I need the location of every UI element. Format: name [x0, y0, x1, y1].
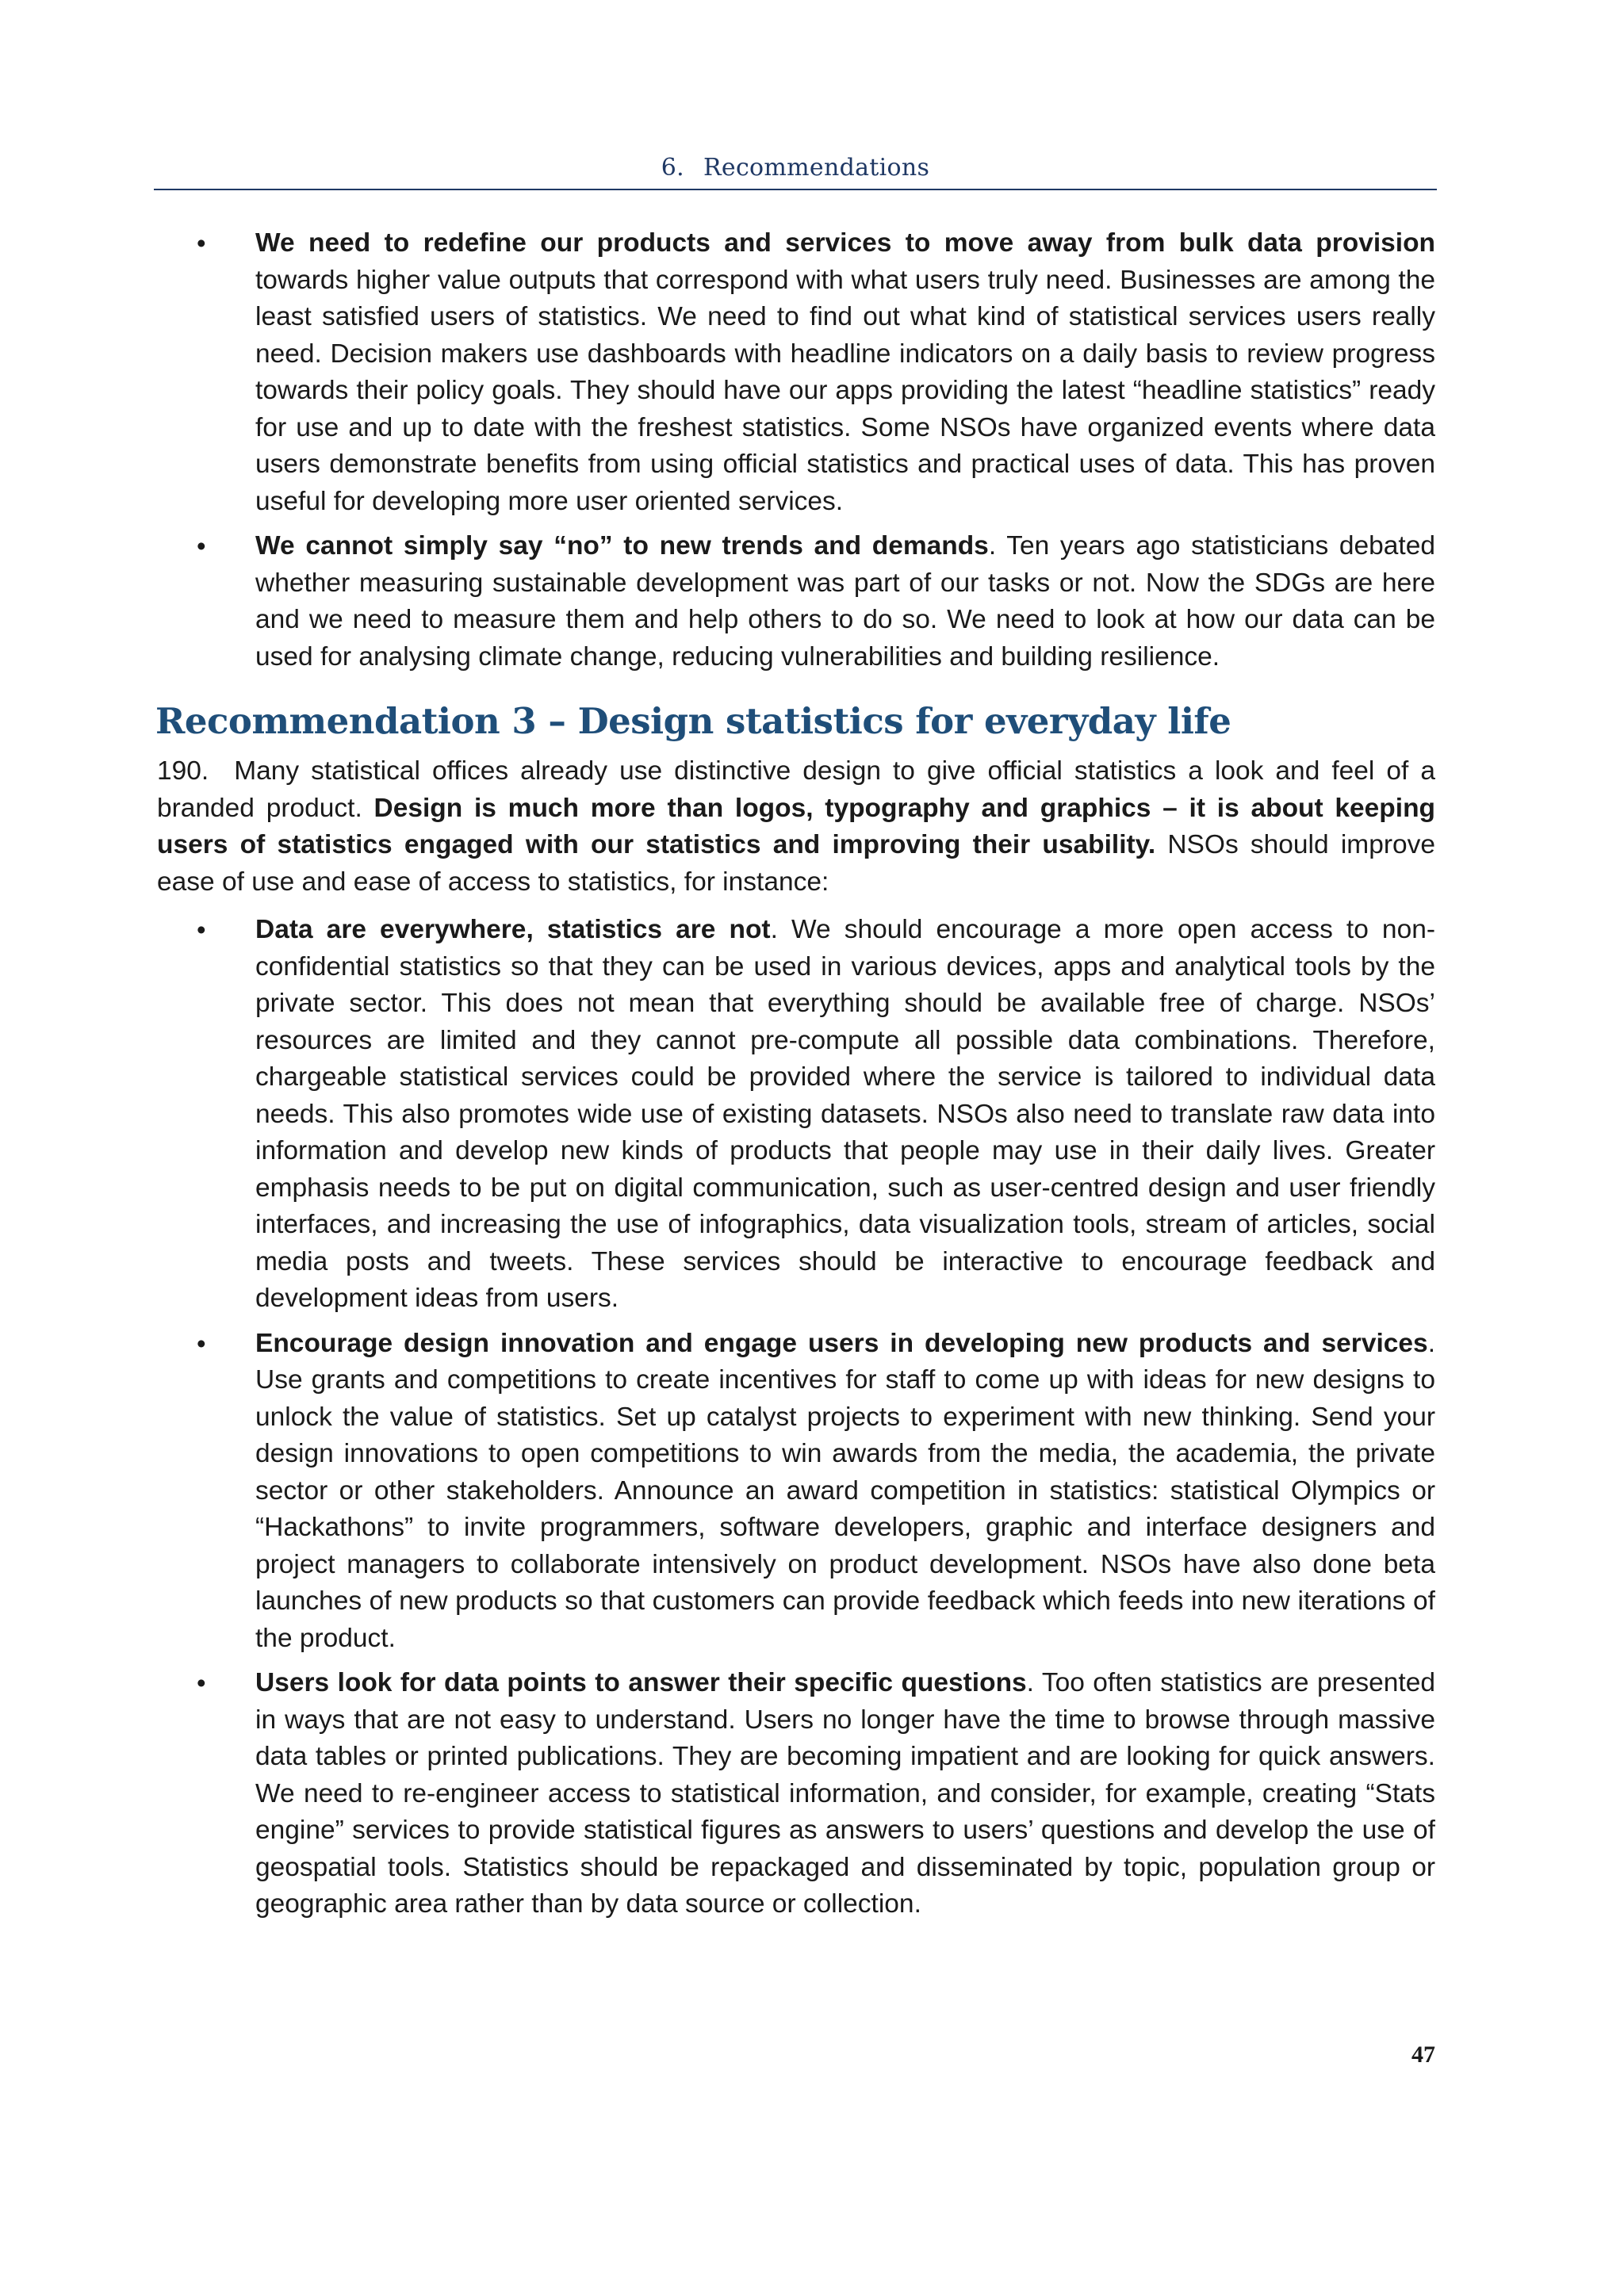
bullet-icon: •: [197, 228, 206, 258]
bullet-text: towards higher value outputs that correspond with what users truly need. Businesses are among the least satisfied users of statistics. We need to find out what kind of statistical services users really need. Decision makers use dashboards with headline indicators on a daily basis to review progress towards their policy goals. They should have our apps providing the latest “headline statistics” ready for use and up to date with the freshest statistics. Some NSOs have organized events where data users demonstrate benefits from using official statistics and practical uses of data. This has proven useful for developing more user oriented services.: [255, 265, 1435, 516]
list-item: [157, 528, 1435, 675]
bullet-text: . Too often statistics are presented in ways that are not easy to understand. Users no longer have the time to browse through massive data tables or printed publications. They are becoming impatient and are looking for quick answers. We need to re-engineer access to statistical information, and consider, for example, creating “Stats engine” services to provide statistical figures as answers to users’ questions and develop the use of geospatial tools. Statistics should be repackaged and disseminated by topic, population group or geographic area rather than by data source or collection.: [255, 1668, 1435, 1919]
bullet-icon: •: [197, 915, 206, 944]
page-content: [157, 225, 1435, 1931]
bullet-text: . We should encourage a more open access to non-confidential statistics so that they can be used in various devices, apps and analytical tools by the private sector. This does not mean that everything should be available free of charge. NSOs’ resources are limited and they cannot pre-compute all possible data combinations. Therefore, chargeable statistical services could be provided where the service is tailored to individual data needs. This also promotes wide use of existing datasets. NSOs also need to translate raw data into information and develop new kinds of products that people may use in their daily lives. Greater emphasis needs to be put on digital communication, such as user-centred design and user friendly interfaces, and increasing the use of infographics, data visualization tools, stream of articles, social media posts and tweets. These services should be interactive to encourage feedback and development ideas from users.: [255, 915, 1435, 1313]
list-item: [157, 1665, 1435, 1923]
chapter-title: Recommendations: [703, 154, 930, 182]
list-item: [157, 912, 1435, 1318]
bullet-text: . Ten years ago statisticians debated whether measuring sustainable development was part of our tasks or not. Now the SDGs are here and we need to measure them and help others to do so. We need to look at how our data can be used for analysing climate change, reducing vulnerabilities and building resilience.: [255, 531, 1435, 672]
running-header: [154, 154, 1437, 182]
paragraph-text: Many statistical offices already use distinctive design to give official statistics a look and feel of a branded product.: [157, 756, 1435, 823]
bullet-lead: We need to redefine our products and services to move away from bulk data provision: [255, 228, 1435, 258]
paragraph-emphasis: Design is much more than logos, typography and graphics – it is about keeping users of statistics engaged with our statistics and improving their usability.: [157, 793, 1435, 859]
numbered-paragraph: [157, 753, 1435, 901]
header-rule: [154, 189, 1437, 190]
section-heading: Recommendation 3 – Design statistics for everyday life: [155, 700, 1231, 742]
list-item: [157, 1326, 1435, 1658]
chapter-number: 6.: [661, 154, 685, 182]
bullet-list-2: [157, 912, 1435, 1923]
bullet-icon: •: [197, 531, 206, 561]
page-number: 47: [1411, 2042, 1435, 2068]
bullet-list-1: [157, 225, 1435, 675]
bullet-text: . Use grants and competitions to create incentives for staff to come up with ideas for new designs to unlock the value of statistics. Set up catalyst projects to experiment with new thinking. Send your design innovations to open competitions to win awards from the media, the academia, the private sector or other stakeholders. Announce an award competition in statistics: statistical Olympics or “Hackathons” to invite programmers, software developers, graphic and interface designers and project managers to collaborate intensively on product development. NSOs have also done beta launches of new products so that customers can provide feedback which feeds into new iterations of the product.: [255, 1328, 1435, 1653]
bullet-lead: Users look for data points to answer their specific questions: [255, 1668, 1027, 1697]
bullet-lead: Data are everywhere, statistics are not: [255, 915, 771, 944]
bullet-icon: •: [197, 1668, 206, 1697]
paragraph-number: 190.: [157, 756, 209, 786]
bullet-icon: •: [197, 1328, 206, 1358]
bullet-lead: Encourage design innovation and engage users in developing new products and services: [255, 1328, 1428, 1358]
paragraph-text-end: NSOs should improve ease of use and ease of access to statistics, for instance:: [157, 830, 1435, 897]
list-item: [157, 225, 1435, 520]
bullet-lead: We cannot simply say “no” to new trends and demands: [255, 531, 989, 561]
